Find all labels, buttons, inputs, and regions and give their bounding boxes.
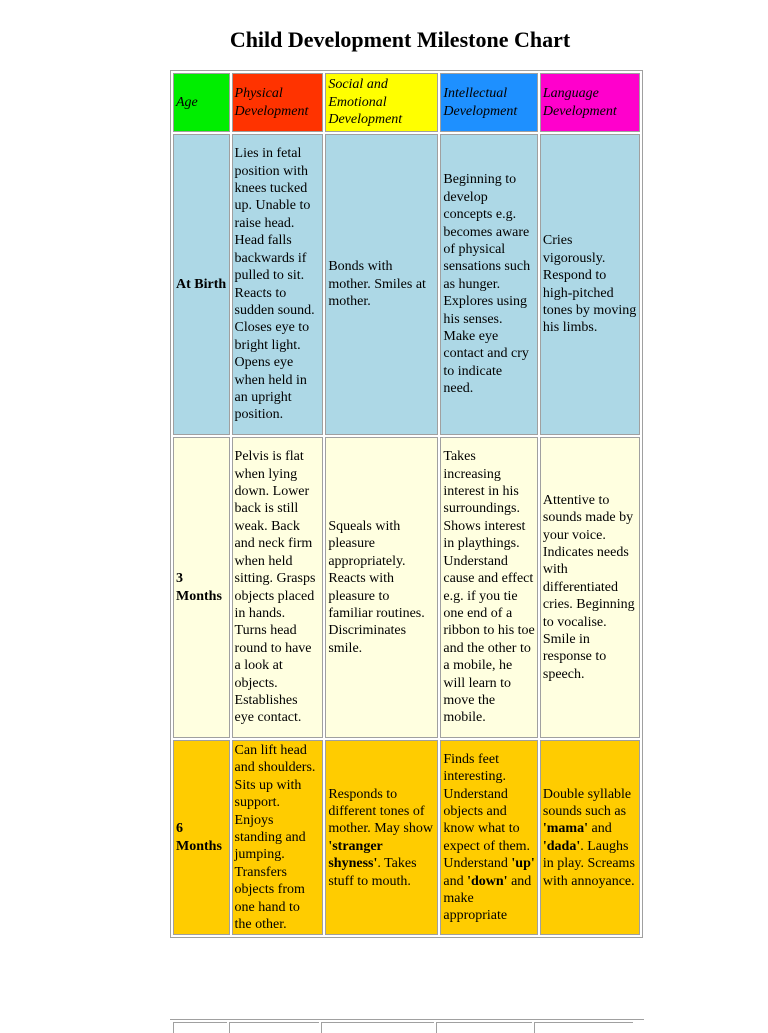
language-bold-text: 'dada' [542, 838, 581, 854]
language-bold-text: 'mama' [542, 821, 588, 837]
social-cell-birth: Bonds with mother. Smiles at mother. [325, 134, 438, 435]
header-intellectual: Intellectual Development [440, 73, 538, 132]
next-page-table-edge [170, 1019, 644, 1030]
social-cell-3-months: Squeals with pleasure appropriately. Reacts with pleasure to familiar routines. Discriminates smile. [325, 437, 438, 738]
table-header-row [173, 73, 640, 132]
table-row [173, 740, 640, 935]
age-cell-3-months: 3 Months [173, 437, 230, 738]
intellectual-text: Finds feet interesting. Understand objects and know what to expect of them. Understand [443, 751, 531, 872]
intellectual-text: and make appropriate [443, 873, 532, 924]
intellectual-cell-3-months: Takes increasing interest in his surroundings. Shows interest in playthings. Understand cause and effect e.g. if you tie one end of a ribbon to his toe and the other to a mobile, he will learn to move the mobile. [440, 437, 538, 738]
age-cell-birth: At Birth [173, 134, 230, 435]
intellectual-bold-text: 'up' [511, 856, 535, 872]
intellectual-cell-birth: Beginning to develop concepts e.g. becomes aware of physical sensations such as hunger. Explores using his senses. Make eye contact and cry to indicate need. [440, 134, 538, 435]
table-row [173, 134, 640, 435]
social-bold-text: 'stranger shyness' [328, 838, 383, 872]
header-social: Social and Emotional Development [325, 73, 438, 132]
header-physical: Physical Development [232, 73, 324, 132]
social-text: . Takes stuff to mouth. [328, 856, 417, 889]
language-cell-3-months: Attentive to sounds made by your voice. Indicates needs with differentiated cries. Beginning to vocalise. Smile in response to speech. [540, 437, 640, 738]
header-language: Language Development [540, 73, 640, 132]
intellectual-cell-6-months [440, 740, 538, 935]
language-cell-birth: Cries vigorously. Respond to high-pitched tones by moving his limbs. [540, 134, 640, 435]
header-age: Age [173, 73, 230, 132]
milestone-table [170, 70, 643, 938]
intellectual-text: and [443, 873, 468, 889]
physical-cell-birth: Lies in fetal position with knees tucked up. Unable to raise head. Head falls backwards if pulled to sit. Reacts to sudden sound. Closes eye to bright light. Opens eye when held in an upright position. [232, 134, 324, 435]
page-title: Child Development Milestone Chart [229, 27, 571, 52]
social-cell-6-months [325, 740, 438, 935]
language-cell-6-months [540, 740, 640, 935]
language-text: Double syllable sounds such as [542, 786, 632, 819]
intellectual-bold-text: 'down' [467, 873, 508, 889]
social-text: Responds to different tones of mother. May show [328, 786, 433, 837]
physical-cell-6-months: Can lift head and shoulders. Sits up with support. Enjoys standing and jumping. Transfers objects from one hand to the other. [232, 740, 324, 935]
age-cell-6-months: 6 Months [173, 740, 230, 935]
table-row [173, 437, 640, 738]
language-text: . Laughs in play. Screams with annoyance. [542, 838, 635, 889]
physical-cell-3-months: Pelvis is flat when lying down. Lower back is still weak. Back and neck firm when held sitting. Grasps objects placed in hands. Turns head round to have a look at objects. Establishes eye contact. [232, 437, 324, 738]
language-text: and [587, 821, 612, 837]
